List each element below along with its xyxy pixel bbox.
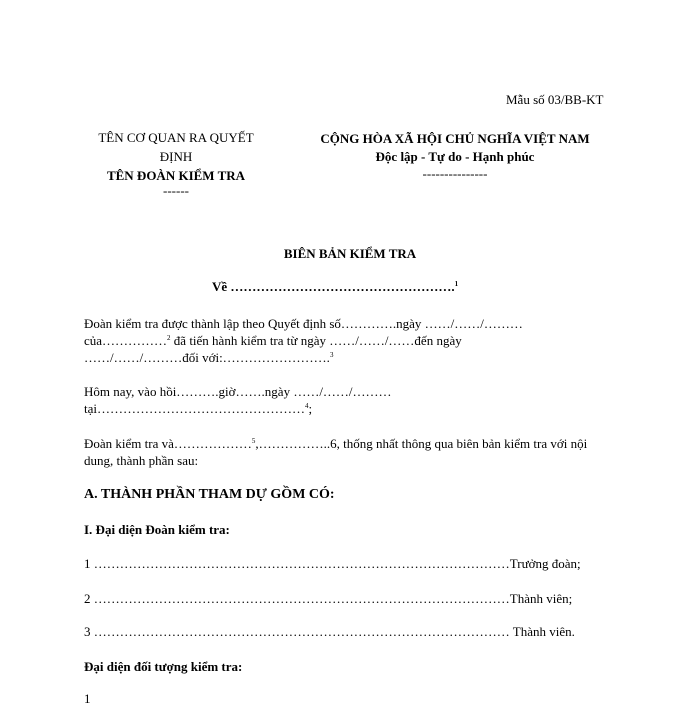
member-line: 2 ……………………………………………………………………………………Thành viên; <box>84 591 573 606</box>
member-line: 3 …………………………………………………………………………………… Thành viên. <box>84 624 575 639</box>
paragraph-line: ……/……/………đối với:…………………….$^3$ <box>84 350 334 365</box>
target-member-line: 1 <box>84 691 91 706</box>
document-title: BIÊN BẢN KIỂM TRA <box>283 246 417 261</box>
section-i-heading: I. Đại diện Đoàn kiểm tra: <box>84 522 230 537</box>
paragraph-line: dung, thành phần sau: <box>84 453 199 468</box>
subject-text: Về ……………………………………………. <box>212 279 455 294</box>
national-motto: Độc lập - Tự do - Hạnh phúc <box>375 149 535 164</box>
paragraph-line: Đoàn kiểm tra được thành lập theo Quyết định số………….ngày ……/……/……… <box>84 316 523 331</box>
form-code: Mẫu số 03/BB-KT <box>506 92 604 107</box>
footnote-4: 4 <box>305 402 309 410</box>
footnote-3: 3 <box>329 351 334 359</box>
paragraph-line: Hôm nay, vào hồi……….giờ…….ngày ……/……/……… <box>84 384 392 399</box>
section-a-heading: A. THÀNH PHẦN THAM DỰ GỒM CÓ: <box>84 487 335 502</box>
footnote-1: 1 <box>454 280 459 288</box>
section-ii-heading: Đại diện đối tượng kiểm tra: <box>84 659 243 674</box>
footnote-2: 2 <box>167 334 171 342</box>
header-right-divider: --------------- <box>422 166 488 181</box>
paragraph-line: Đoàn kiểm tra và………………$^5$,……………..6, thống nhất thông qua biên bản kiểm tra với nội <box>84 436 588 451</box>
paragraph-line: của……………$^2$ đã tiến hành kiểm tra từ ngày ……/……/……đến ngày <box>84 333 462 348</box>
member-line: 1 ……………………………………………………………………………………Trưởng đoàn; <box>84 556 581 571</box>
paragraph-line: tại…………………………………………$^4$; <box>84 401 313 416</box>
footnote-5: 5 <box>251 437 256 445</box>
document-subject <box>212 279 458 295</box>
inspection-team-name: TÊN ĐOÀN KIỂM TRA <box>106 168 246 183</box>
header-left-divider: ------ <box>163 183 189 198</box>
national-title: CỘNG HÒA XÃ HỘI CHỦ NGHĨA VIỆT NAM <box>320 131 590 146</box>
agency-name-line1: TÊN CƠ QUAN RA QUYẾT <box>98 130 254 145</box>
agency-name-line2: ĐỊNH <box>159 149 193 164</box>
